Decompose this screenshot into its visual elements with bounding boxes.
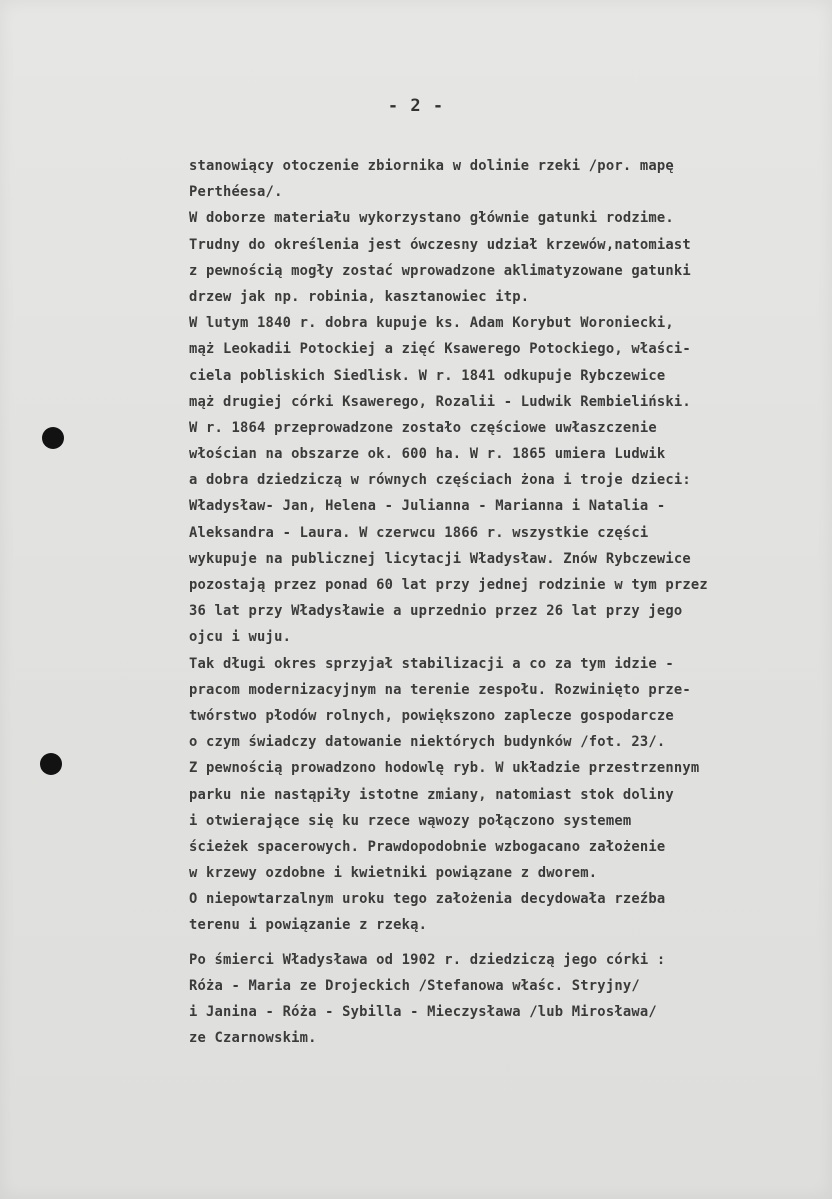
text-line: pracom modernizacyjnym na terenie zespołu. Rozwinięto prze-	[189, 681, 691, 698]
body-text	[189, 153, 819, 1051]
text-line: drzew jak np. robinia, kasztanowiec itp.	[189, 288, 530, 305]
text-line: z pewnością mogły zostać wprowadzone aklimatyzowane gatunki	[189, 262, 691, 279]
text-line: ciela pobliskich Siedlisk. W r. 1841 odkupuje Rybczewice	[189, 367, 666, 384]
text-line: i Janina - Róża - Sybilla - Mieczysława /lub Mirosława/	[189, 1004, 657, 1020]
text-line: ojcu i wuju.	[189, 629, 292, 646]
text-line: Władysław- Jan, Helena - Julianna - Marianna i Natalia -	[189, 498, 666, 515]
text-line: mąż Leokadii Potockiej a zięć Ksawerego Potockiego, właści-	[189, 341, 691, 358]
text-line: i otwierające się ku rzece wąwozy połączono systemem	[189, 812, 632, 829]
text-line: terenu i powiązanie z rzeką.	[189, 917, 428, 934]
text-line: Perthéesa/.	[189, 184, 283, 201]
punch-hole-bottom	[40, 753, 62, 775]
page-number: - 2 -	[387, 96, 445, 116]
text-line: a dobra dziedziczą w równych częściach żona i troje dzieci:	[189, 472, 691, 489]
text-line: w krzewy ozdobne i kwietniki powiązane z dworem.	[189, 865, 598, 882]
text-line: pozostają przez ponad 60 lat przy jednej rodzinie w tym przez	[189, 577, 708, 593]
text-line: wykupuje na publicznej licytacji Władysław. Znów Rybczewice	[189, 550, 691, 567]
text-line: W r. 1864 przeprowadzone zostało częściowe uwłaszczenie	[189, 419, 657, 436]
text-line: Róża - Maria ze Drojeckich /Stefanowa właśc. Stryjny/	[189, 977, 640, 994]
text-line: Trudny do określenia jest ówczesny udział krzewów,natomiast	[189, 236, 691, 253]
text-line: W lutym 1840 r. dobra kupuje ks. Adam Korybut Woroniecki,	[189, 315, 674, 332]
text-line: Tak długi okres sprzyjał stabilizacji a co za tym idzie -	[189, 655, 674, 672]
text-line: włościan na obszarze ok. 600 ha. W r. 1865 umiera Ludwik	[189, 446, 666, 463]
text-line: W doborze materiału wykorzystano głównie gatunki rodzime.	[189, 210, 674, 227]
text-line: mąż drugiej córki Ksawerego, Rozalii - Ludwik Rembieliński.	[189, 393, 691, 410]
text-line: parku nie nastąpiły istotne zmiany, natomiast stok doliny	[189, 786, 674, 803]
text-line: O niepowtarzalnym uroku tego założenia decydowała rzeźba	[189, 891, 666, 908]
text-line: stanowiący otoczenie zbiornika w dolinie rzeki /por. mapę	[189, 158, 674, 174]
text-line: ścieżek spacerowych. Prawdopodobnie wzbogacano założenie	[189, 838, 666, 855]
punch-hole-top	[42, 427, 64, 449]
text-line: twórstwo płodów rolnych, powiększono zaplecze gospodarcze	[189, 707, 674, 724]
text-line: Aleksandra - Laura. W czerwcu 1866 r. wszystkie części	[189, 524, 649, 541]
text-line: o czym świadczy datowanie niektórych budynków /fot. 23/.	[189, 734, 666, 751]
text-line: Z pewnością prowadzono hodowlę ryb. W układzie przestrzennym	[189, 760, 700, 777]
text-line: Po śmierci Władysława od 1902 r. dziedziczą jego córki :	[189, 951, 666, 968]
text-line: 36 lat przy Władysławie a uprzednio przez 26 lat przy jego	[189, 603, 683, 620]
text-line: ze Czarnowskim.	[189, 1030, 317, 1047]
